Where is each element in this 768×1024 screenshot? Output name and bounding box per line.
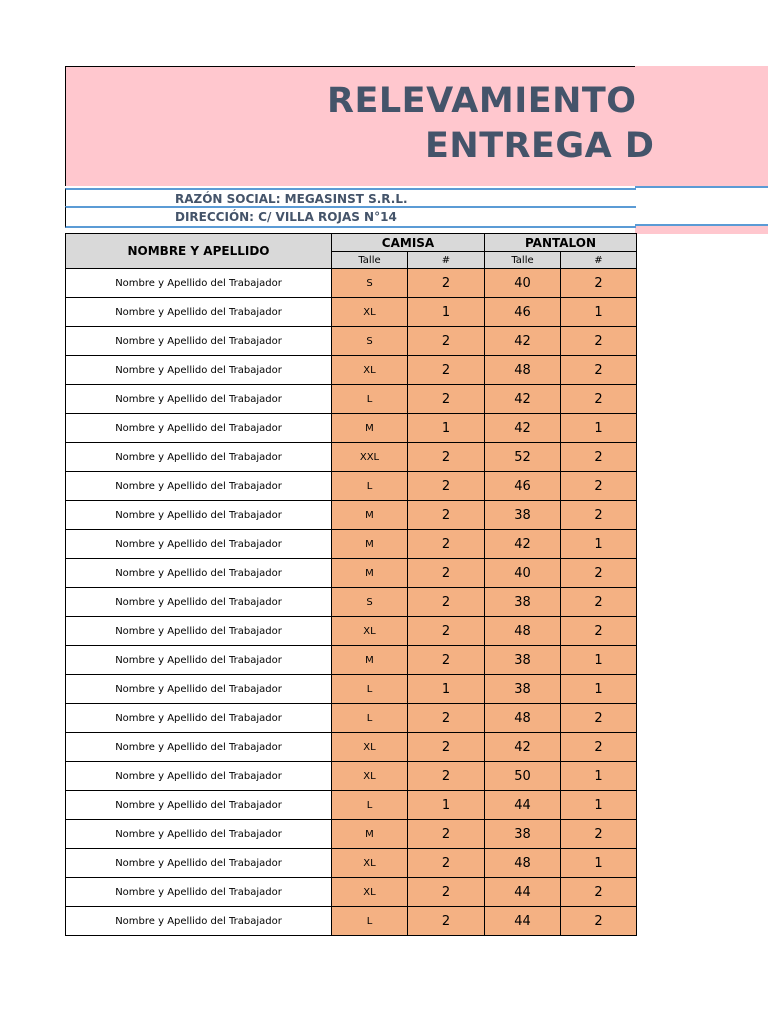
table-row [66, 443, 637, 472]
rule-line [635, 186, 768, 188]
pantalon-count-cell[interactable]: 2 [561, 878, 637, 907]
table-row [66, 356, 637, 385]
camisa-count-cell[interactable]: 2 [408, 559, 485, 588]
pantalon-talle-cell[interactable]: 44 [485, 878, 561, 907]
worker-name-cell[interactable]: Nombre y Apellido del Trabajador [66, 269, 332, 298]
pantalon-count-header[interactable]: # [561, 252, 637, 269]
camisa-count-cell[interactable]: 2 [408, 907, 485, 936]
table-row [66, 559, 637, 588]
worker-name-cell[interactable]: Nombre y Apellido del Trabajador [66, 849, 332, 878]
table-row [66, 414, 637, 443]
worker-name-cell[interactable]: Nombre y Apellido del Trabajador [66, 501, 332, 530]
title-line-1: RELEVAMIENTO [327, 81, 637, 121]
table-row [66, 501, 637, 530]
pantalon-talle-cell[interactable]: 44 [485, 791, 561, 820]
camisa-talle-cell[interactable]: S [332, 269, 408, 298]
camisa-count-cell[interactable]: 2 [408, 820, 485, 849]
camisa-talle-cell[interactable]: XL [332, 762, 408, 791]
pantalon-count-cell[interactable]: 2 [561, 269, 637, 298]
entrega-table [65, 233, 637, 936]
camisa-count-cell[interactable]: 2 [408, 530, 485, 559]
worker-name-cell[interactable]: Nombre y Apellido del Trabajador [66, 704, 332, 733]
pantalon-talle-cell[interactable]: 38 [485, 501, 561, 530]
table-row [66, 820, 637, 849]
worker-name-cell[interactable]: Nombre y Apellido del Trabajador [66, 443, 332, 472]
pantalon-count-cell[interactable]: 2 [561, 443, 637, 472]
camisa-count-cell[interactable]: 2 [408, 878, 485, 907]
pantalon-talle-cell[interactable]: 46 [485, 298, 561, 327]
pantalon-count-cell[interactable]: 2 [561, 327, 637, 356]
camisa-talle-cell[interactable]: XL [332, 733, 408, 762]
pantalon-talle-cell[interactable]: 48 [485, 356, 561, 385]
camisa-count-cell[interactable]: 2 [408, 588, 485, 617]
pantalon-talle-cell[interactable]: 38 [485, 646, 561, 675]
pantalon-count-cell[interactable]: 2 [561, 733, 637, 762]
pantalon-talle-cell[interactable]: 48 [485, 617, 561, 646]
worker-name-cell[interactable]: Nombre y Apellido del Trabajador [66, 327, 332, 356]
pantalon-talle-cell[interactable]: 48 [485, 704, 561, 733]
pantalon-talle-cell[interactable]: 38 [485, 820, 561, 849]
camisa-talle-cell[interactable]: XXL [332, 443, 408, 472]
pantalon-count-cell[interactable]: 1 [561, 646, 637, 675]
table-row [66, 617, 637, 646]
pantalon-count-cell[interactable]: 2 [561, 907, 637, 936]
camisa-talle-cell[interactable]: M [332, 820, 408, 849]
pantalon-talle-header[interactable]: Talle [485, 252, 561, 269]
pantalon-count-cell[interactable]: 2 [561, 356, 637, 385]
table-row [66, 530, 637, 559]
camisa-talle-cell[interactable]: M [332, 559, 408, 588]
pantalon-count-cell[interactable]: 2 [561, 588, 637, 617]
pantalon-talle-cell[interactable]: 46 [485, 472, 561, 501]
worker-name-cell[interactable]: Nombre y Apellido del Trabajador [66, 820, 332, 849]
table-row [66, 588, 637, 617]
worker-name-cell[interactable]: Nombre y Apellido del Trabajador [66, 907, 332, 936]
camisa-talle-cell[interactable]: L [332, 472, 408, 501]
worker-name-cell[interactable]: Nombre y Apellido del Trabajador [66, 762, 332, 791]
camisa-count-cell[interactable]: 2 [408, 472, 485, 501]
pantalon-count-cell[interactable]: 2 [561, 617, 637, 646]
title-band [65, 66, 768, 186]
camisa-count-cell[interactable]: 2 [408, 762, 485, 791]
pantalon-count-cell[interactable]: 1 [561, 414, 637, 443]
camisa-count-cell[interactable]: 2 [408, 849, 485, 878]
camisa-talle-cell[interactable]: XL [332, 878, 408, 907]
pantalon-count-cell[interactable]: 2 [561, 820, 637, 849]
camisa-count-cell[interactable]: 2 [408, 704, 485, 733]
camisa-count-cell[interactable]: 1 [408, 675, 485, 704]
camisa-count-cell[interactable]: 1 [408, 791, 485, 820]
table-row [66, 704, 637, 733]
worker-name-cell[interactable]: Nombre y Apellido del Trabajador [66, 791, 332, 820]
table-row [66, 472, 637, 501]
camisa-talle-cell[interactable]: XL [332, 849, 408, 878]
worker-name-cell[interactable]: Nombre y Apellido del Trabajador [66, 414, 332, 443]
pantalon-count-cell[interactable]: 1 [561, 849, 637, 878]
worker-name-cell[interactable]: Nombre y Apellido del Trabajador [66, 298, 332, 327]
camisa-talle-cell[interactable]: S [332, 327, 408, 356]
worker-name-cell[interactable]: Nombre y Apellido del Trabajador [66, 530, 332, 559]
table-row [66, 907, 637, 936]
pantalon-count-cell[interactable]: 2 [561, 385, 637, 414]
camisa-talle-cell[interactable]: XL [332, 617, 408, 646]
pantalon-count-cell[interactable]: 1 [561, 530, 637, 559]
pantalon-talle-cell[interactable]: 52 [485, 443, 561, 472]
pantalon-count-cell[interactable]: 1 [561, 675, 637, 704]
worker-name-cell[interactable]: Nombre y Apellido del Trabajador [66, 646, 332, 675]
table-body [66, 269, 637, 936]
camisa-count-cell[interactable]: 2 [408, 443, 485, 472]
camisa-talle-cell[interactable]: M [332, 414, 408, 443]
camisa-count-cell[interactable]: 1 [408, 414, 485, 443]
direccion-label: DIRECCIÓN: C/ VILLA ROJAS N°14 [175, 210, 397, 224]
pantalon-talle-cell[interactable]: 50 [485, 762, 561, 791]
worker-name-cell[interactable]: Nombre y Apellido del Trabajador [66, 588, 332, 617]
pantalon-talle-cell[interactable]: 42 [485, 327, 561, 356]
table-row [66, 269, 637, 298]
pantalon-count-cell[interactable]: 2 [561, 472, 637, 501]
pantalon-count-cell[interactable]: 2 [561, 559, 637, 588]
camisa-count-cell[interactable]: 1 [408, 298, 485, 327]
camisa-talle-cell[interactable]: L [332, 704, 408, 733]
worker-name-cell[interactable]: Nombre y Apellido del Trabajador [66, 472, 332, 501]
pantalon-talle-cell[interactable]: 38 [485, 588, 561, 617]
razon-social-label: RAZÓN SOCIAL: MEGASINST S.R.L. [175, 192, 408, 206]
camisa-talle-cell[interactable]: M [332, 530, 408, 559]
camisa-talle-header[interactable]: Talle [332, 252, 408, 269]
pantalon-talle-cell[interactable]: 40 [485, 269, 561, 298]
table-row [66, 878, 637, 907]
pantalon-talle-cell[interactable]: 44 [485, 907, 561, 936]
pantalon-talle-cell[interactable]: 40 [485, 559, 561, 588]
camisa-talle-cell[interactable]: M [332, 501, 408, 530]
pantalon-count-cell[interactable]: 2 [561, 704, 637, 733]
camisa-count-cell[interactable]: 2 [408, 617, 485, 646]
pantalon-talle-cell[interactable]: 42 [485, 385, 561, 414]
table-row [66, 327, 637, 356]
pantalon-talle-cell[interactable]: 42 [485, 733, 561, 762]
camisa-talle-cell[interactable]: S [332, 588, 408, 617]
table-row [66, 762, 637, 791]
pantalon-count-cell[interactable]: 2 [561, 501, 637, 530]
worker-name-cell[interactable]: Nombre y Apellido del Trabajador [66, 675, 332, 704]
pantalon-count-cell[interactable]: 1 [561, 298, 637, 327]
camisa-count-header[interactable]: # [408, 252, 485, 269]
camisa-talle-cell[interactable]: L [332, 385, 408, 414]
worker-name-cell[interactable]: Nombre y Apellido del Trabajador [66, 878, 332, 907]
table-row [66, 646, 637, 675]
camisa-count-cell[interactable]: 2 [408, 646, 485, 675]
camisa-talle-cell[interactable]: L [332, 675, 408, 704]
pantalon-group-header[interactable]: PANTALON [485, 234, 637, 252]
worker-name-cell[interactable]: Nombre y Apellido del Trabajador [66, 733, 332, 762]
table-row [66, 849, 637, 878]
razon-social-row [65, 188, 636, 208]
camisa-count-cell[interactable]: 2 [408, 269, 485, 298]
direccion-row [65, 206, 636, 228]
rule-line [635, 224, 768, 226]
worker-name-cell[interactable]: Nombre y Apellido del Trabajador [66, 617, 332, 646]
table-row [66, 733, 637, 762]
pantalon-talle-cell[interactable]: 48 [485, 849, 561, 878]
title-band-tail [635, 186, 768, 234]
worker-name-cell[interactable]: Nombre y Apellido del Trabajador [66, 356, 332, 385]
pantalon-talle-cell[interactable]: 42 [485, 530, 561, 559]
pantalon-count-cell[interactable]: 1 [561, 791, 637, 820]
table-row [66, 298, 637, 327]
name-column-header[interactable]: NOMBRE Y APELLIDO [66, 234, 332, 269]
camisa-group-header[interactable]: CAMISA [332, 234, 485, 252]
camisa-count-cell[interactable]: 2 [408, 733, 485, 762]
pantalon-talle-cell[interactable]: 42 [485, 414, 561, 443]
camisa-talle-cell[interactable]: L [332, 907, 408, 936]
worker-name-cell[interactable]: Nombre y Apellido del Trabajador [66, 385, 332, 414]
camisa-count-cell[interactable]: 2 [408, 327, 485, 356]
camisa-talle-cell[interactable]: XL [332, 298, 408, 327]
camisa-count-cell[interactable]: 2 [408, 356, 485, 385]
worker-name-cell[interactable]: Nombre y Apellido del Trabajador [66, 559, 332, 588]
title-line-2: ENTREGA D [425, 126, 655, 166]
table-row [66, 675, 637, 704]
camisa-talle-cell[interactable]: L [332, 791, 408, 820]
camisa-talle-cell[interactable]: XL [332, 356, 408, 385]
camisa-count-cell[interactable]: 2 [408, 385, 485, 414]
camisa-talle-cell[interactable]: M [332, 646, 408, 675]
table-row [66, 791, 637, 820]
table-row [66, 385, 637, 414]
camisa-count-cell[interactable]: 2 [408, 501, 485, 530]
pantalon-count-cell[interactable]: 1 [561, 762, 637, 791]
pantalon-talle-cell[interactable]: 38 [485, 675, 561, 704]
